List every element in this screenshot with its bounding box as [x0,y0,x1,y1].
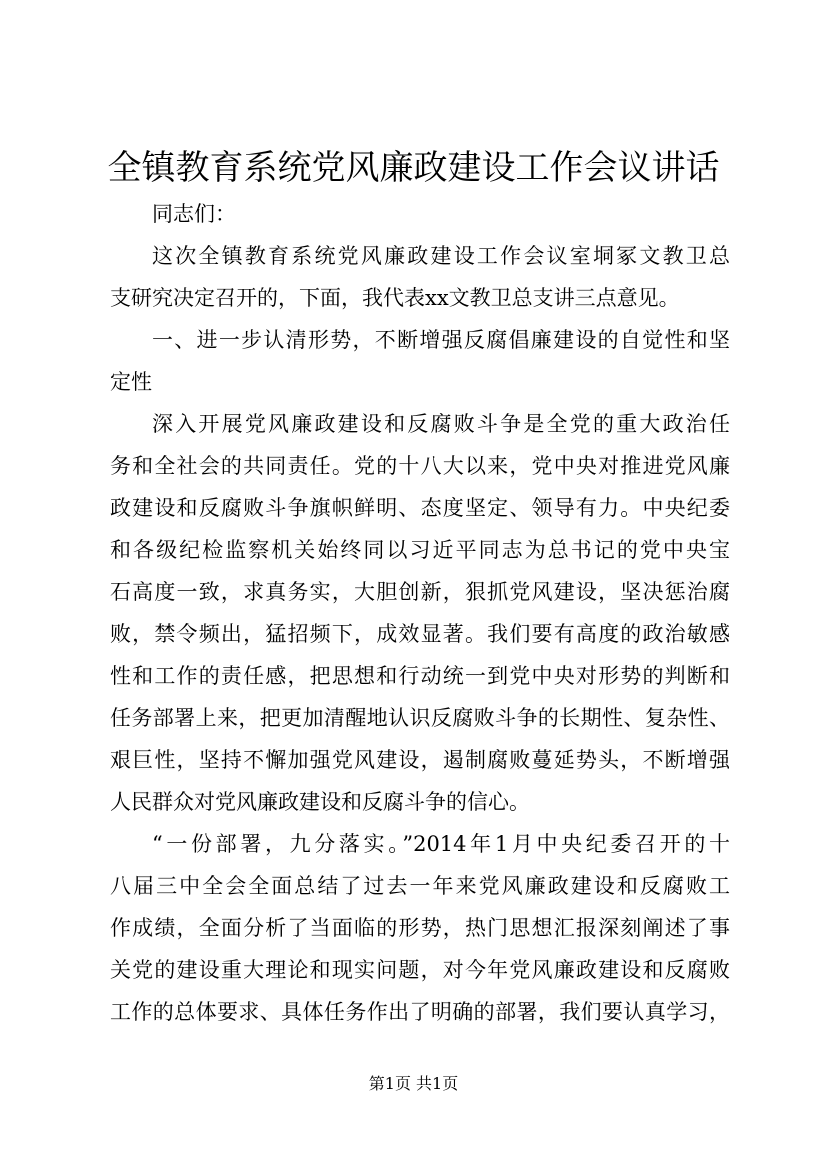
paragraph-line: 性和工作的责任感，把思想和行动统一到党中央对形势的判断和 [110,664,730,688]
section-heading-line: 定性 [110,370,152,394]
paragraph-line: 石高度一致，求真务实，大胆创新，狠抓党风建设，坚决惩治腐 [110,580,730,604]
paragraph-line: 艰巨性，坚持不懈加强党风建设，遏制腐败蔓延势头，不断增强 [110,748,730,772]
paragraph-line: 人民群众对党风廉政建设和反腐斗争的信心。 [110,790,530,814]
paragraph-line: 作成绩，全面分析了当面临的形势，热门思想汇报深刻阐述了事 [110,916,730,940]
page-number-footer: 第1页 共1页 [368,1074,459,1093]
paragraph-line: 政建设和反腐败斗争旗帜鲜明、态度坚定、领导有力。中央纪委 [110,496,730,520]
document-title: 全镇教育系统党风廉政建设工作会议讲话 [107,148,720,188]
paragraph-line: 关党的建设重大理论和现实问题，对今年党风廉政建设和反腐败 [110,958,730,982]
section-heading-line: 一、进一步认清形势，不断增强反腐倡廉建设的自觉性和坚 [152,328,730,352]
paragraph-line: 务和全社会的共同责任。党的十八大以来，党中央对推进党风廉 [110,454,730,478]
paragraph-line: 八届三中全会全面总结了过去一年来党风廉政建设和反腐败工 [110,874,730,898]
paragraph-line: 工作的总体要求、具体任务作出了明确的部署，我们要认真学习， [110,1000,730,1024]
salutation: 同志们： [152,202,236,226]
paragraph-line: 败，禁令频出，猛招频下，成效显著。我们要有高度的政治敏感 [110,622,730,646]
paragraph-line: 深入开展党风廉政建设和反腐败斗争是全党的重大政治任 [152,412,730,436]
paragraph-line: “一份部署，九分落实。”2014年1月中央纪委召开的十 [152,832,730,856]
paragraph-line: 这次全镇教育系统党风廉政建设工作会议室垌冢文教卫总 [152,244,730,268]
paragraph-line: 和各级纪检监察机关始终同以习近平同志为总书记的党中央宝 [110,538,730,562]
paragraph-line: 支研究决定召开的，下面，我代表xx文教卫总支讲三点意见。 [110,286,680,310]
paragraph-line: 任务部署上来，把更加清醒地认识反腐败斗争的长期性、复杂性、 [110,706,730,730]
